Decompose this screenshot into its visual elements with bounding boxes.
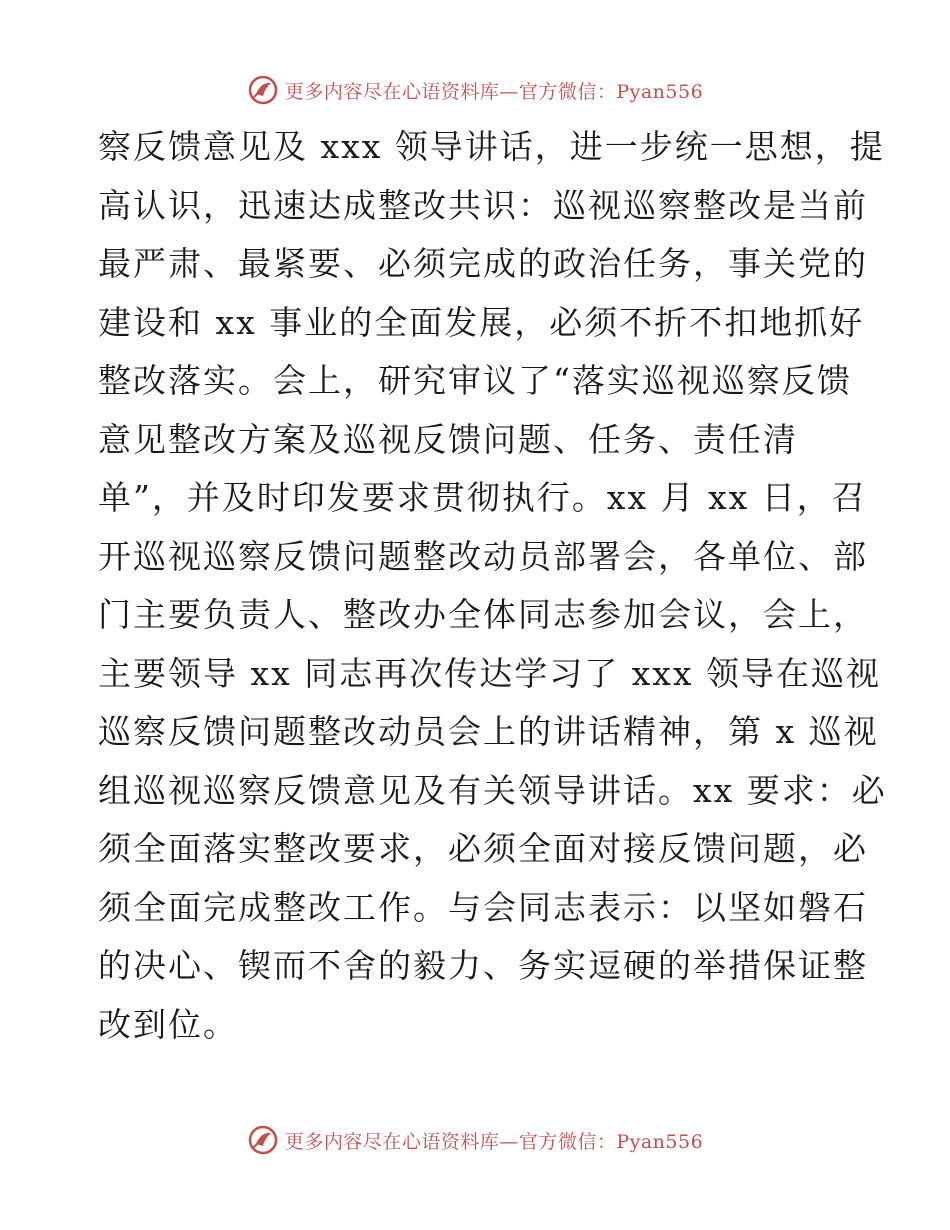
footer-banner xyxy=(0,1120,950,1160)
body-line: 须全面落实整改要求，必须全面对接反馈问题，必 xyxy=(98,829,868,868)
header-banner-text: 更多内容尽在心语资料库—官方微信：Pyan556 xyxy=(284,80,704,103)
body-line: 高认识，迅速达成整改共识：巡视巡察整改是当前 xyxy=(98,185,868,225)
logo-icon xyxy=(247,74,279,106)
body-line: 整改落实。会上，研究审议了“落实巡视巡察反馈 xyxy=(98,361,852,400)
body-line: 组巡视巡察反馈意见及有关领导讲话。xx 要求：必 xyxy=(98,770,887,810)
body-line: 巡察反馈问题整改动员会上的讲话精神，第 x 巡视 xyxy=(98,712,879,751)
header-banner xyxy=(0,70,950,110)
body-line: 门主要负责人、整改办全体同志参加会议，会上， xyxy=(98,595,868,634)
body-line: 主要领导 xx 同志再次传达学习了 xxx 领导在巡视 xyxy=(98,653,882,693)
body-line: 意见整改方案及巡视反馈问题、任务、责任清 xyxy=(98,419,798,459)
body-line: 单”，并及时印发要求贯彻执行。xx 月 xx 日，召 xyxy=(98,478,867,517)
footer-banner-text: 更多内容尽在心语资料库—官方微信：Pyan556 xyxy=(284,1130,704,1153)
body-line: 开巡视巡察反馈问题整改动员部署会，各单位、部 xyxy=(98,536,868,576)
body-line: 的决心、锲而不舍的毅力、务实逗硬的举措保证整 xyxy=(98,946,868,985)
body-line: 察反馈意见及 xxx 领导讲话，进一步统一思想，提 xyxy=(98,127,885,166)
logo-icon xyxy=(247,1124,279,1156)
body-line: 最严肃、最紧要、必须完成的政治任务，事关党的 xyxy=(98,244,868,283)
body-line: 建设和 xx 事业的全面发展，必须不折不扣地抓好 xyxy=(98,302,865,342)
document-body xyxy=(98,118,887,1054)
body-line: 须全面完成整改工作。与会同志表示：以坚如磐石 xyxy=(98,887,868,927)
body-line: 改到位。 xyxy=(98,1004,238,1044)
